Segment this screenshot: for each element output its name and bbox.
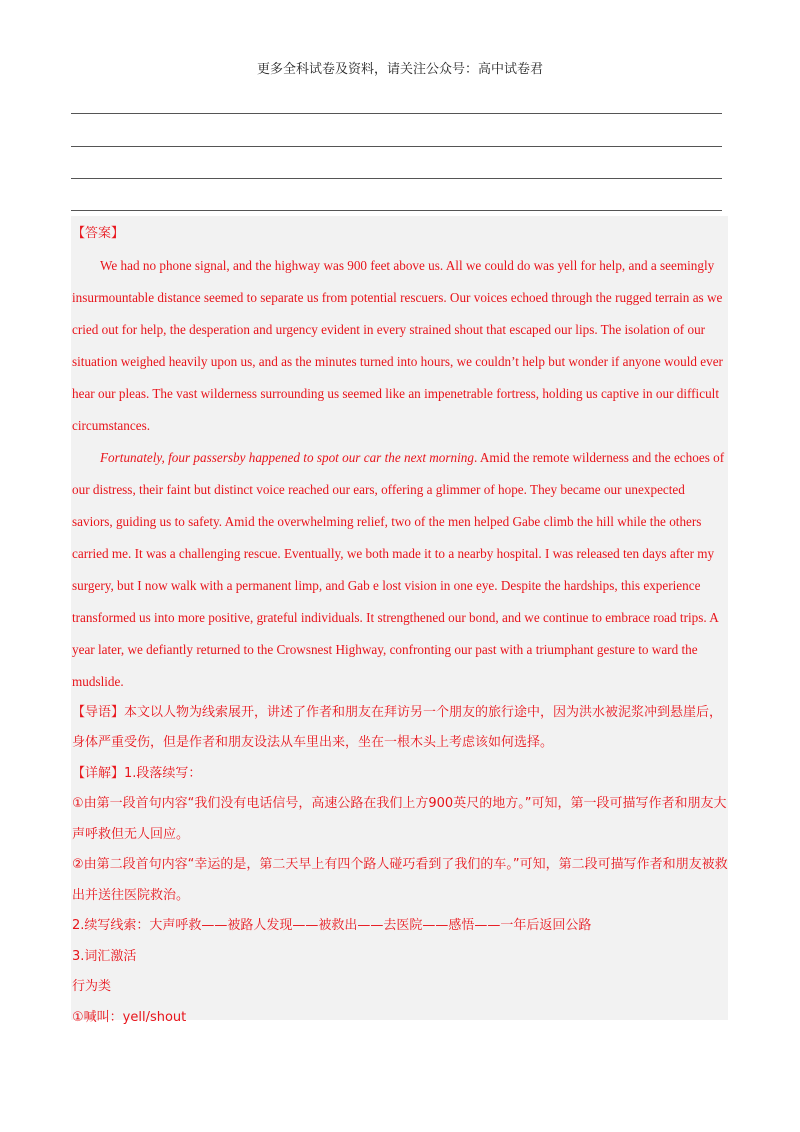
detail-heading-1: 1.段落续写： — [124, 765, 202, 781]
answer-line-1 — [71, 113, 722, 114]
guide-text: 本文以人物为线索展开，讲述了作者和朋友在拜访另一个朋友的旅行途中，因为洪水被泥浆冲到悬崖后，身体严重受伤，但是作者和朋友设法从车里出来，坐在一根木头上考虑该如何选择。 — [72, 704, 723, 750]
paragraph-2-opening: Fortunately, four passersby happened to spot our car the next morning — [100, 449, 474, 465]
detail-item-1: ①由第一段首句内容“我们没有电话信号，高速公路在我们上方900英尺的地方。”可知，第一段可描写作者和朋友大声呼救但无人回应。 — [72, 796, 727, 842]
answer-paragraph-1 — [72, 250, 728, 442]
answer-paragraph-2 — [72, 442, 728, 698]
answer-content — [72, 219, 728, 1033]
detail-clues: 2.续写线索：大声呼救——被路人发现——被救出——去医院——感悟——一年后返回公路 — [72, 918, 592, 933]
answer-line-2 — [71, 146, 722, 147]
vocab-heading: 3.词汇激活 — [72, 948, 137, 964]
guide-section — [72, 698, 728, 759]
detail-item-2: ②由第二段首句内容“幸运的是，第二天早上有四个路人碰巧看到了我们的车。”可知，第二段可描写作者和朋友被救出并送往医院救治。 — [72, 857, 728, 903]
vocab-category: 行为类 — [72, 979, 112, 994]
answer-label: 【答案】 — [72, 226, 125, 241]
answer-line-3 — [71, 178, 722, 179]
detail-label: 【详解】 — [72, 765, 125, 781]
detail-section — [72, 759, 728, 790]
page-header: 更多全科试卷及资料，请关注公众号：高中试卷君 — [256, 62, 543, 77]
guide-label: 【导语】 — [72, 704, 125, 720]
answer-paragraph-1-text: We had no phone signal, and the highway was 900 feet above us. All we could do was yell for help, and a seemingly insurmountable distance seemed to separate us from potential rescuers. Our voices echoed through the rugged terrain as we cried out for help, the desperation and urgency evident in every strained shout that escaped our lips. The isolation of our situation weighed heavily upon us, and as the minutes turned into hours, we couldn’t help but wonder if anyone would ever hear our pleas. The vast wilderness surrounding us seemed like an impenetrable fortress, holding us captive in our difficult circumstances. — [72, 257, 723, 433]
answer-line-4 — [71, 210, 722, 211]
paragraph-2-rest: . Amid the remote wilderness and the echoes of our distress, their faint but distinct voice reached our ears, offering a glimmer of hope. They became our unexpected saviors, guiding us to safety. Amid the overwhelming relief, two of the men helped Gabe climb the hill while the others carried me. It was a challenging rescue. Eventually, we both made it to a nearby hospital. I was released ten days after my surgery, but I now walk with a permanent limp, and Gab e lost vision in one eye. Despite the hardships, this experience transformed us into more positive, grateful individuals. It strengthened our bond, and we continue to embrace road trips. A year later, we defiantly returned to the Crowsnest Highway, confronting our past with a triumphant gesture to ward the mudslide. — [72, 449, 725, 689]
vocab-item-1: ①喊叫：yell/shout — [72, 1009, 187, 1025]
